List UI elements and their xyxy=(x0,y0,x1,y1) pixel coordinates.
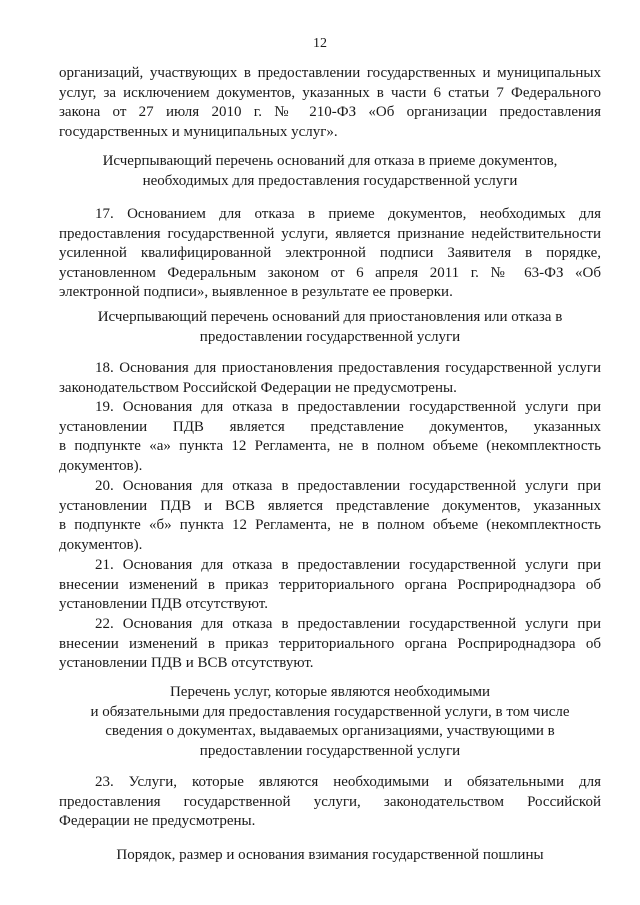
paragraph-22: 22. Основания для отказа в предоставлении государственной услуги при внесении изменений в приказ территориального органа Росприроднадзора об установлении ПДВ и ВСВ отсутствуют. xyxy=(59,616,601,672)
section-heading-state-duty: Порядок, размер и основания взимания государственной пошлины xyxy=(116,847,544,863)
paragraph-19: 19. Основания для отказа в предоставлении государственной услуги при установлении ПДВ является представление документов, указанных в подпункте «а» пункта 12 Регламента, не в полном объеме (некомплектность документов). xyxy=(59,399,601,474)
paragraph-17: 17. Основанием для отказа в приеме документов, необходимых для предоставления государственной услуги, является признание недействительности усиленной квалифицированной электронной подписи Заявителя в порядке, установленном Федеральным законом от 6 апреля 2011 г. № 63-ФЗ «Об электронной подписи», выявленное в результате ее проверки. xyxy=(59,206,601,301)
section-heading-necessary-services: Перечень услуг, которые являются необходимыми и обязательными для предоставления государственной услуги, в том числе сведения о документах, выдаваемых организациями, участвующими в предоставлении государственной услуги xyxy=(90,684,570,759)
paragraph-23: 23. Услуги, которые являются необходимыми и обязательными для предоставления государственной услуги, законодательством Российской Федерации не предусмотрены. xyxy=(59,774,601,830)
paragraph-21: 21. Основания для отказа в предоставлении государственной услуги при внесении изменений в приказ территориального органа Росприроднадзора об установлении ПДВ отсутствуют. xyxy=(59,557,601,613)
paragraph-20: 20. Основания для отказа в предоставлении государственной услуги при установлении ПДВ и ВСВ является представление документов, указанных в подпункте «б» пункта 12 Регламента, не в полном объеме (некомплектность документов). xyxy=(59,478,601,553)
paragraph-18: 18. Основания для приостановления предоставления государственной услуги законодательством Российской Федерации не предусмотрены. xyxy=(59,360,601,396)
page-number: 12 xyxy=(313,36,327,51)
section-heading-refusal-acceptance: Исчерпывающий перечень оснований для отказа в приеме документов, необходимых для предоставления государственной услуги xyxy=(102,153,558,189)
intro-paragraph: организаций, участвующих в предоставлении государственных и муниципальных услуг, за исключением документов, указанных в части 6 статьи 7 Федерального закона от 27 июля 2010 г. № 210-ФЗ «Об организации предоставления государственных и муниципальных услуг». xyxy=(59,65,601,140)
section-heading-suspension-refusal: Исчерпывающий перечень оснований для приостановления или отказа в предоставлении государственной услуги xyxy=(97,309,563,345)
